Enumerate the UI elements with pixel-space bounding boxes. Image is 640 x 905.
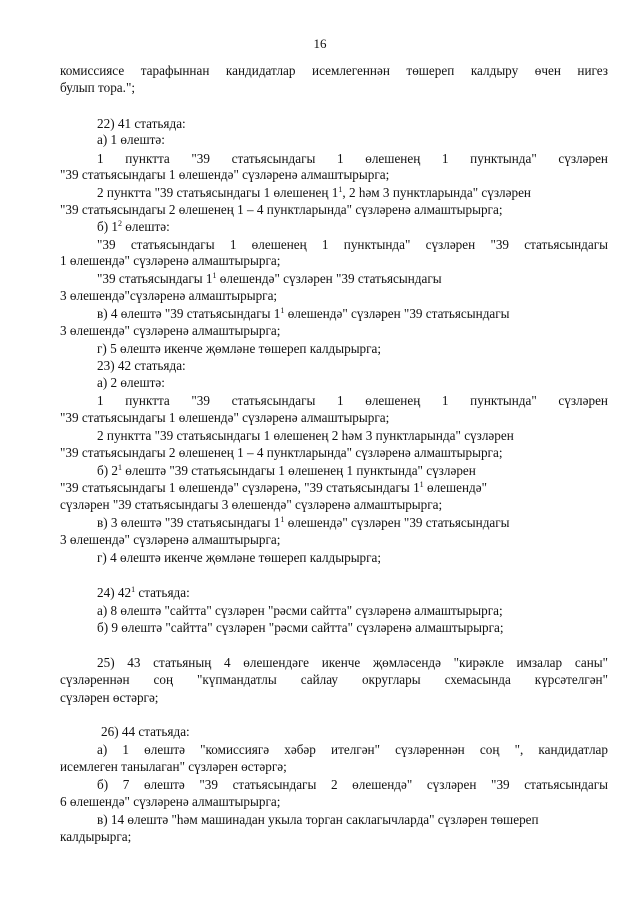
text-line: 2 пунктта "39 статьясындагы 1 өлешенең $1^1$, 2 һәм 3 пунктларында" сүзләрен: [97, 185, 531, 200]
text-line: "39 статьясындагы $1^1$ өлешендә" сүзләрен "39 статьясындагы: [97, 271, 442, 286]
text-line: а) 1 өлештә "комиссиягә хәбәр ителгән" сүзләреннән соң ", кандидатлар: [97, 742, 608, 757]
text-line: сүзләрен өстәргә;: [60, 690, 159, 705]
text-line: 1 өлешендә" сүзләренә алмаштырырга;: [60, 253, 281, 268]
text-line: г) 5 өлештә икенче җөмләне төшереп калдырырга;: [97, 341, 382, 356]
text-line: 1 пунктта "39 статьясындагы 1 өлешенең 1 пунктында" сүзләрен: [97, 393, 608, 408]
text-line: б) 9 өлештә "сайтта" сүзләрен "рәсми сайтта" сүзләренә алмаштырырга;: [97, 620, 504, 635]
text-line: сүзләреннән соң "күпмандатлы сайлау округлары схемасында күрсәтелгән": [60, 672, 608, 687]
text-line: 3 өлешендә" сүзләренә алмаштырырга;: [60, 532, 281, 547]
text-line: 3 өлешендә"сүзләренә алмаштырырга;: [60, 288, 278, 303]
text-line: "39 статьясындагы 1 өлешенең 1 пунктында" сүзләрен "39 статьясындагы: [97, 237, 608, 252]
text-line: в) 14 өлештә "һәм машинадан укыла торган саклагычларда" сүзләрен төшереп: [97, 812, 539, 827]
text-line: комиссиясе тарафыннан кандидатлар исемлегеннән төшереп калдыру өчен нигез: [60, 63, 608, 78]
text-line: 1 пунктта "39 статьясындагы 1 өлешенең 1 пунктында" сүзләрен: [97, 151, 608, 166]
text-line: 6 өлешендә" сүзләренә алмаштырырга;: [60, 794, 281, 809]
text-line: а) 1 өлештә:: [97, 132, 165, 147]
text-line: а) 2 өлештә:: [97, 375, 165, 390]
text-line: "39 статьясындагы 1 өлешендә" сүзләренә алмаштырырга;: [60, 410, 390, 425]
section-heading: 26) 44 статьяда:: [101, 724, 190, 739]
text-line: г) 4 өлештә икенче җөмләне төшереп калдырырга;: [97, 550, 382, 565]
text-line: 3 өлешендә" сүзләренә алмаштырырга;: [60, 323, 281, 338]
text-line: исемлеген танылаган" сүзләрен өстәргә;: [60, 759, 287, 774]
text-line: б) $2^1$ өлештә "39 статьясындагы 1 өлешенең 1 пунктында" сүзләрен: [97, 463, 476, 478]
text-line: "39 статьясындагы 2 өлешенең 1 – 4 пунктларында" сүзләренә алмаштырырга;: [60, 445, 503, 460]
text-line: 25) 43 статьяның 4 өлешендәге икенче җөмләсендә "кирәкле имзалар саны": [97, 655, 608, 670]
section-heading: 22) 41 статьяда:: [97, 116, 186, 131]
text-line: сүзләрен "39 статьясындагы 3 өлешендә" сүзләренә алмаштырырга;: [60, 497, 443, 512]
text-line: "39 статьясындагы 2 өлешенең 1 – 4 пунктларында" сүзләренә алмаштырырга;: [60, 202, 503, 217]
section-heading: 23) 42 статьяда:: [97, 358, 186, 373]
text-line: калдырырга;: [60, 829, 132, 844]
text-line: булып тора.";: [60, 80, 135, 95]
text-line: в) 3 өлештә "39 статьясындагы $1^1$ өлешендә" сүзләрен "39 статьясындагы: [97, 515, 510, 530]
text-line: "39 статьясындагы 1 өлешендә" сүзләренә, "39 статьясындагы $1^1$ өлешендә": [60, 480, 488, 495]
text-line: "39 статьясындагы 1 өлешендә" сүзләренә алмаштырырга;: [60, 167, 390, 182]
text-line: а) 8 өлештә "сайтта" сүзләрен "рәсми сайтта" сүзләренә алмаштырырга;: [97, 603, 503, 618]
text-line: 2 пунктта "39 статьясындагы 1 өлешенең 2 һәм 3 пунктларында" сүзләрен: [97, 428, 514, 443]
page-number: 16: [313, 36, 327, 51]
text-line: б) 7 өлештә "39 статьясындагы 2 өлешендә" сүзләрен "39 статьясындагы: [97, 777, 608, 792]
text-line: в) 4 өлештә "39 статьясындагы $1^1$ өлешендә" сүзләрен "39 статьясындагы: [97, 306, 510, 321]
text-line: б) $1^2$ өлештә:: [97, 219, 170, 234]
section-heading: 24) $42^1$ статьяда:: [97, 585, 190, 600]
